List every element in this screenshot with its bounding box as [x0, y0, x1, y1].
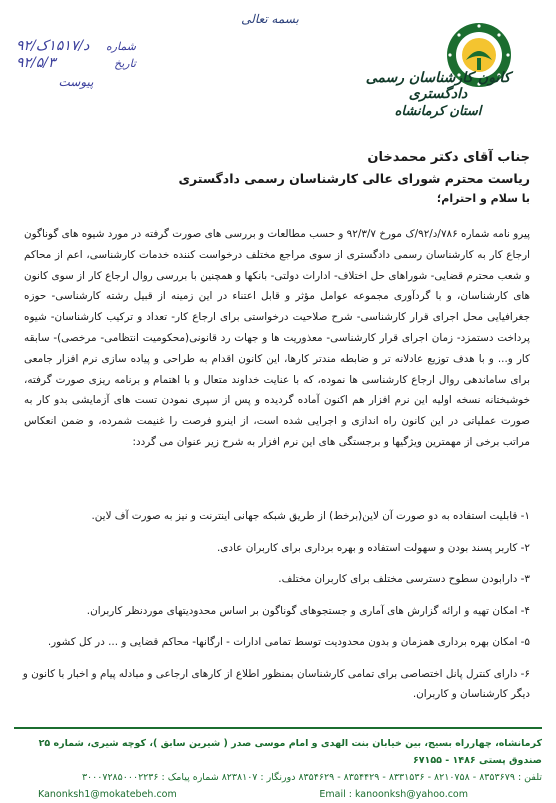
list-item: ۱- قابلیت استفاده به دو صورت آن لاین(برخط) از طریق شبکه جهانی اینترنت و نیز به صورت آف لاین. — [91, 510, 530, 522]
list-item: ۳- دارابودن سطوح دسترسی مختلف برای کاربران مختلف. — [278, 573, 530, 585]
feature-list — [20, 506, 530, 715]
addressee-name: جناب آقای دکتر محمدخان — [367, 150, 530, 165]
list-item: ۶- دارای کنترل پانل اختصاصی برای تمامی کارشناسان بمنظور اطلاع از کارهای ارجاعی و مبادله پیام و اخبار با کانون و دیگر کارشناسان و کاربران. — [22, 667, 530, 700]
header-invocation: بسمه تعالی — [241, 12, 299, 26]
reference-number-row — [16, 38, 136, 55]
reference-date-value: ۹۲/۵/۳ — [16, 55, 56, 71]
reference-number-value: ۹۲/د/۱۵۱۷ک — [16, 38, 90, 54]
letter-body — [24, 224, 530, 453]
body-paragraph: پیرو نامه شماره ۷۸۶/د/۹۲/ک مورخ ۹۲/۳/۷ و حسب مطالعات و بررسی های صورت گرفته در مورد شیوه های گوناگون ارجاع کار به کارشناسان رسمی دادگستری از سوی مراجع مختلف درخواست کننده خدمات کارشناسی، اعم از محاکم و شعب محترم قضایی- شوراهای حل اختلاف- ادارات دولتی- بانکها و همچنین با بررسی روال ارجاع کار از سوی کانون های کارشناسان، و با گردآوری مجموعه عوامل مؤثر و قابل اعتناء در این زمینه از قبیل رشته کارشناسی- حوزه جغرافیایی محل اجرای قرار کارشناسی- شرح صلاحیت درخواستی برای ارجاع کار- تعداد و ترکیب کارشناسان- شیوه پرداخت دستمزد- زمان اجرای قرار کارشناسی- معذوریت ها و جهات رد قانونی(محکومیت انتظامی- مرخصی)- سابقه کار و... و با هدف توزیع عادلانه تر و ضابطه مندتر کارها، این کانون اقدام به طراحی و پیاده سازی نرم افزار جامعی برای ساماندهی روال ارجاع کارشناسی ها نموده، که با عنایت خداوند متعال و با اهتمام و برنامه ریزی صورت گرفته، خوشبختانه نسخه اولیه این نرم افزار هم اکنون آماده گردیده و پس از سپری نمودن تست های آزمایشی بدو کار به صورت عملیاتی در این کانون راه اندازی و اجرایی شده است، از اینرو فرصت را غنیمت شمرده، و ضمن انعکاس مراتب برخی از مهمترین ویژگیها و برجستگی های این نرم افزار به شرح زیر عنوان می گردد: — [24, 228, 530, 448]
greeting: با سلام و احترام؛ — [436, 192, 530, 205]
attachment-label: پیوست — [58, 75, 94, 89]
footer-website: Kanonksh1@mokatebeh.com — [38, 789, 177, 800]
addressee-title: ریاست محترم شورای عالی کارشناسان رسمی دادگستری — [178, 171, 530, 186]
footer-address: کرمانشاه، چهارراه بسیج، بین خیابان بنت الهدی و امام موسی صدر ( شیرین سابق )، کوچه شیری، شماره ۲۵ صندوق پستی ۱۴۸۶ - ۶۷۱۵۵ — [38, 738, 542, 766]
reference-date-label: تاریخ — [114, 57, 136, 70]
organization-name — [358, 70, 518, 119]
list-item: ۴- امکان تهیه و ارائه گزارش های آماری و جستجوهای گوناگون بر اساس محدودیتهای موردنظر کاربران. — [86, 604, 530, 617]
footer-email: Email : kanoonksh@yahoo.com — [319, 789, 468, 800]
reference-number-label: شماره — [105, 40, 136, 53]
reference-date-row — [16, 55, 136, 72]
addressee-block — [30, 150, 530, 205]
footer — [14, 735, 542, 803]
org-title: کانون کارشناسان رسمی دادگستری — [365, 70, 511, 102]
footer-contacts — [14, 786, 542, 803]
footer-phones: تلفن : ۸۳۵۳۶۷۹ - ۸۲۱۰۷۵۸ - ۸۳۳۱۵۳۶ - ۸۳۵۴۴۲۹ - ۸۳۵۴۶۲۹ دورنگار : ۸۲۳۸۱۰۷ شماره پیامک : ۳۰۰۰۷۲۸۵۰۰۰۲۲۳۶ — [81, 772, 542, 783]
list-item: ۵- امکان بهره برداری همزمان و بدون محدودیت توسط تمامی ادارات - ارگانها- محاکم قضایی و ... در کل کشور. — [47, 636, 530, 648]
letter-reference-block — [16, 38, 136, 90]
footer-divider — [14, 727, 542, 729]
org-province: استان کرمانشاه — [394, 104, 482, 119]
list-item: ۲- کاربر پسند بودن و سهولت استفاده و بهره برداری برای کاربران عادی. — [217, 541, 530, 554]
